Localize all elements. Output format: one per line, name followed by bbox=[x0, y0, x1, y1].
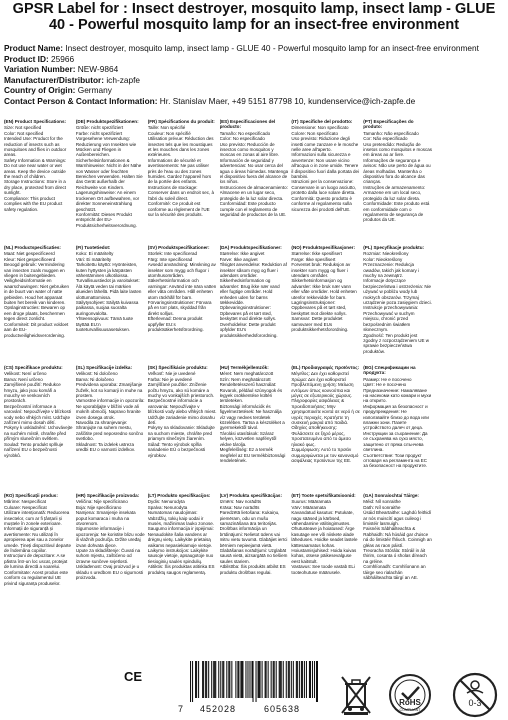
spec-block-cs bbox=[4, 365, 73, 493]
barcode-bar bbox=[190, 661, 191, 702]
spec-text: Dimensione: Non specificato Colore: Non specificato Uso previsto: Riduzione degli insetti come zanzare e le mosche nelle aree all'aperto. Informazioni sulla sicurezza e avvertenze: Non usare vicino all'acqua o in zone umide. Tenere il dispositivo fuori dalla portata dei bambini. Istruzioni per la conservazione: Conservare in un luogo asciutto, protetto dalla luce solare diretta. Conformità: Questo prodotto è conforme al regolamento sulla sicurezza dei prodotti dell'UE. bbox=[291, 125, 359, 212]
compliance-icons bbox=[330, 676, 508, 718]
spec-block-empty bbox=[435, 245, 504, 365]
barcode-bar bbox=[293, 661, 294, 698]
barcode-icon bbox=[190, 661, 318, 702]
spec-block-sv bbox=[148, 245, 217, 365]
barcode-bar bbox=[314, 661, 315, 698]
spec-block-nl bbox=[4, 245, 73, 365]
barcode-bar bbox=[304, 661, 305, 698]
spec-heading: (DA) Produktspecifikationer: bbox=[219, 245, 282, 250]
spec-block-de bbox=[76, 119, 145, 245]
barcode-bar bbox=[213, 661, 214, 698]
spec-text: Μέγεθος: Δεν έχει καθοριστεί Χρώμα: Δεν έχει καθοριστεί Προβλεπόμενη χρήση: Μείωση εντόμων όπως κουνούπια και μύγες σε εξωτερικούς χώρους. Πληροφορίες ασφάλειας & προειδοποιήσεις: Μην χρησιμοποιείτε κοντά σε νερό ή σε υγρές περιοχές. Κρατήστε τη συσκευή μακριά από παιδιά. Οδηγίες αποθήκευσης: Φυλάσσετε σε ξηρό μέρος, προστατευμένο από το άμεσο ηλιακό φως. Συμμόρφωση: Αυτό το προϊόν συμμορφώνεται με τον κανονισμό ασφάλειας προϊόντων της ΕΕ. bbox=[291, 371, 360, 463]
barcode-digit-left: 7 bbox=[178, 704, 184, 714]
spec-heading: (IT) Specifiche del prodotto: bbox=[291, 119, 353, 124]
spec-heading: (SL) Specifikacije izdelka: bbox=[75, 365, 133, 370]
info-manufacturer: Manufacturer/Distributor: ich-zapfe bbox=[4, 74, 141, 85]
spec-text: Größe: nicht spezifiziert Farbe: nicht spezifiziert Vorgesehene Verwendung: Reduzierung von Insekten wie Mücken und Fliegen in Außenbereichen. Sicherheitsinformationen & Warnhinweise: Nicht in der Nähe von Wasser oder feuchten Bereichen verwenden. Halten Sie das Gerät außerhalb der Reichweite von Kindern. Lagerungshinweise: An einem trockenen Ort aufbewahren, vor direkter Sonneneinstrahlung geschützt. Konformität: Dieses Produkt entspricht der EU-Produktsicherheitsverordnung. bbox=[75, 125, 143, 228]
barcode-bar bbox=[312, 661, 313, 698]
barcode-bar bbox=[196, 661, 197, 698]
barcode-bar bbox=[205, 661, 206, 698]
info-contact: Contact Person & Contact Information: Hr. Stanislav Maer, +49 5151 87798 10, kundenservice@ich-zapfe.de bbox=[4, 95, 416, 106]
barcode-bar bbox=[262, 661, 263, 698]
barcode-bar bbox=[202, 661, 203, 698]
spec-heading: (ES) Especificaciones del producto: bbox=[219, 119, 276, 130]
barcode-bar bbox=[301, 661, 302, 698]
spec-text: Veličina: Nije specificirano Boja: Nije specificirano Namjena: Smanjenje insekata poput komaraca i muha na otvorenom. Sigurnosne informacije i upozorenja: Ne koristite blizu vode ili vlažnih područja. Držite uređaj izvan dohvata djece. Upute za skladištenje: Čuvati na suhom mjestu, zaštićeno od izravne sunčeve svjetlosti. Usklađenost: Ovaj proizvod je u skladu s uredbom EU o sigurnosti proizvoda. bbox=[75, 499, 145, 581]
spec-block-ro bbox=[4, 493, 73, 623]
spec-block-sk bbox=[148, 365, 217, 493]
spec-block-no bbox=[291, 245, 360, 365]
barcode-bar bbox=[289, 661, 290, 698]
barcode-bar bbox=[240, 661, 241, 698]
barcode-bar bbox=[247, 661, 248, 698]
barcode-bar bbox=[214, 661, 215, 698]
ean-barcode bbox=[178, 661, 328, 719]
barcode-bar bbox=[297, 661, 298, 698]
barcode-bar bbox=[222, 661, 223, 698]
svg-text:RoHS: RoHS bbox=[399, 698, 421, 707]
barcode-bar bbox=[220, 661, 221, 698]
barcode-bar bbox=[242, 661, 243, 698]
product-info bbox=[4, 43, 504, 107]
spec-text: Suurus: Määramata Värv: Määramata Kavandatud kasutus: Putukate, nagu sääsed ja kärbsed, vähendamine välitingimustes. Ohutusteave ja hoiatused: Ärge kasutage vee või niiskete alade läheduses. Hoidke seadet lastele kättesaamatus kohas. Hoiustamisjuhised: Hoida kuivas kohas, otsese päikesevalguse eest kaitstult. Vastavus: See toode vastab ELi tooteohutuse määrusele. bbox=[291, 499, 358, 575]
barcode-bar bbox=[238, 661, 239, 698]
spec-heading: (SV) Produktspecifikationer: bbox=[147, 245, 210, 250]
spec-block-it bbox=[291, 119, 360, 245]
spec-heading: (SK) Špecifikácie produktu: bbox=[147, 365, 208, 370]
info-variation-number: Variation Number: NEW-9864 bbox=[4, 64, 119, 75]
barcode-bar bbox=[208, 661, 209, 698]
barcode-bar bbox=[211, 661, 212, 698]
spec-heading: (NO) Produktspesifikasjoner: bbox=[291, 245, 355, 250]
spec-text: Tamaño: No especificado Color: No especificado Uso previsto: Reducción de insectos como mosquitos y moscas en zonas al aire libre. Información de seguridad y advertencias: No usar cerca del agua o áreas húmedas. Mantenga el dispositivo fuera del alcance de los niños. Instrucciones de almacenamiento: Almacene en un lugar seco, protegido de la luz solar directa. Conformidad: Este producto cumple con el reglamento de seguridad de productos de la UE. bbox=[219, 130, 289, 217]
spec-text: Rozmiar: Nieokreślony Kolor: Nieokreślony Przeznaczenie: Redukcja owadów, takich jak komary i muchy na zewnątrz. Informacje dotyczące bezpieczeństwa i ostrzeżenia: Nie używać w pobliżu wody lub mokrych obszarów. Trzymaj urządzenie poza zasięgiem dzieci. Instrukcje przechowywania: Przechowywać w suchym miejscu, chronić przed bezpośrednim światłem słonecznym. Zgodność: Ten produkt jest zgodny z rozporządzeniem UE w sprawie bezpieczeństwa produktów. bbox=[363, 251, 432, 354]
svg-text:COMPLIANT: COMPLIANT bbox=[399, 708, 421, 712]
spec-text: Velikost: Ni določeno Barva: Ni določeno Predvidena uporaba: Zmanjšanje žuželk, kot so komarji in muhe na prostem. Varnostne informacije in opozorila: Ne uporabljajte v bližini vode ali mokrih območij. Napravo hranite izven dosega otrok. Navodila za shranjevanje: Shranjujte na suhem mestu, zaščitite pred neposredno sončno svetlobo. Skladnost: Ta izdelek ustreza uredbi EU o varnosti izdelkov. bbox=[75, 371, 145, 453]
barcode-bar bbox=[251, 661, 252, 698]
spec-block-empty bbox=[435, 119, 504, 245]
spec-heading: (RO) Specificații produs: bbox=[4, 493, 58, 498]
spec-text: Dydis: Nenurodyta Spalva: Nenurodyta Numatomas naudojimas: Vabzdžių, tokių kaip uodai ir musės, mažinimas lauko zonose. Saugumo informacija ir įspėjimai: Nenaudokite šalia vandens ar drėgnų vietų. Laikykite prietaisą vaikams nepasiekiamoje vietoje. Laikymo instrukcijos: Laikykite sausoje vietoje, apsaugotoje nuo tiesioginių saulės spindulių. Atitiktis: Šis produktas atitinka ES produktų saugos reglamentą. bbox=[147, 499, 215, 575]
barcode-bar bbox=[231, 661, 232, 698]
barcode-bar bbox=[252, 661, 253, 702]
info-product-id: Product ID: 25966 bbox=[4, 53, 75, 64]
svg-text:0-3: 0-3 bbox=[468, 698, 482, 708]
barcode-bar bbox=[229, 661, 230, 698]
spec-heading: (BG) Спецификации на продукта: bbox=[363, 365, 416, 376]
page-title: GPSR Label for : Insect destroyer, mosquito lamp, insect lamp - GLUE 40 - Powerful mosquito lamp for an insect-free environment bbox=[12, 1, 496, 33]
spec-text: Koko: Ei määritelty Väri: Ei määritelty Tarkoitettu käyttö: Hyönteisten, kuten hyttysten ja kärpästen vähentäminen ulkotiloissa. Turvallisuustiedot ja varoitukset: Älä käytä veden tai märkien alueiden lähellä. Pidä laite lasten ulottumattomissa. Säilytysohjeet: Säilytä kuivassa paikassa, suojaa suoralta auringonvalolta. Yhteensopivuus: Tämä tuote täyttää EU:n tuoteturvallisuusasetuksen. bbox=[75, 251, 142, 333]
spec-heading: (LV) Produkta specifikācijas: bbox=[219, 493, 283, 498]
spec-block-empty bbox=[435, 365, 504, 493]
barcode-bar bbox=[265, 661, 266, 698]
barcode-bar bbox=[299, 661, 300, 698]
spec-block-sl bbox=[76, 365, 145, 493]
barcode-bar bbox=[279, 661, 280, 698]
spec-heading: (EN) Product Specifications: bbox=[4, 119, 67, 124]
barcode-bar bbox=[271, 661, 272, 698]
spec-text: Maat: Niet gespecificeerd Kleur: Niet gespecificeerd Beoogd gebruik: Vermindering van insecten zoals muggen en vliegen in buitengebieden. Veiligheidsinformatie en waarschuwingen: Niet gebruiken in de buurt van water of natte gebieden. Houd het apparaat buiten het bereik van kinderen. Opslaginstructies: Bewaren op een droge plaats, beschermen tegen direct zonlicht. Conformiteit: Dit product voldoet aan de EU-productveiligheidsverordening. bbox=[4, 251, 70, 338]
spec-text: Izmērs: Nav norādīts Krāsa: Nav norādīts Paredzētā lietošana: Kukaiņu, piemēram, odu un mušu samazināšana āra teritorijās. Drošības informācija un brīdinājumi: Nelietot ūdens vai mitru vietu tuvumā. Glabājiet ierīci bērniem nepieejamā vietā. Glabāšanas norādījumi: Uzglabāt sausā vietā, aizsargātā no tiešiem saules stariem. Atbilstība: Šis produkts atbilst ES produktu drošības regulai. bbox=[219, 499, 288, 575]
barcode-bar bbox=[258, 661, 259, 698]
barcode-bar bbox=[235, 661, 236, 698]
spec-block-lv bbox=[220, 493, 289, 623]
language-specifications-grid bbox=[4, 119, 504, 623]
spec-block-lt bbox=[148, 493, 217, 623]
info-country-of-origin: Country of Origin: Germany bbox=[4, 85, 112, 96]
spec-heading: (LT) Produkto specifikacijos: bbox=[147, 493, 211, 498]
spec-block-en bbox=[4, 119, 73, 245]
barcode-bar bbox=[302, 661, 303, 698]
barcode-bar bbox=[309, 661, 310, 698]
barcode-bar bbox=[218, 661, 219, 698]
spec-block-ga bbox=[363, 493, 432, 623]
spec-block-hu bbox=[220, 365, 289, 493]
spec-block-et bbox=[291, 493, 360, 623]
barcode-bar bbox=[268, 661, 269, 698]
spec-block-da bbox=[220, 245, 289, 365]
spec-heading: (FR) Spécifications du produit: bbox=[147, 119, 215, 124]
barcode-bar bbox=[306, 661, 307, 698]
barcode-bar bbox=[316, 661, 317, 702]
barcode-bar bbox=[266, 661, 267, 698]
weee-bin-icon bbox=[336, 674, 376, 716]
spec-heading: (EL) Προδιαγραφές προϊόντος: bbox=[291, 365, 360, 370]
barcode-bar bbox=[259, 661, 260, 698]
barcode-bar bbox=[245, 661, 246, 698]
spec-heading: (DE) Produktspezifikationen: bbox=[75, 119, 139, 124]
spec-text: Veľkosť: Nie je uvedené Farba: Nie je uvedené Zamýšľané použitie: Zníženie počtu hmyzu, ako sú komáre a muchy vo vonkajších priestoroch. Bezpečnostné informácie a varovania: Nepoužívajte v blízkosti vody alebo vlhkých miest. Udržujte zariadenie mimo dosahu detí. Pokyny na skladovanie: Skladujte na suchom mieste, chráňte pred priamym slnečným žiarením. Súlad: Tento výrobok spĺňa nariadenie EÚ o bezpečnosti výrobkov. bbox=[147, 371, 217, 458]
spec-block-pt bbox=[363, 119, 432, 245]
barcode-bar bbox=[223, 661, 224, 698]
barcode-digits-right: 605638 bbox=[264, 704, 301, 714]
spec-heading: (GA) Sonraíochtaí Táirge: bbox=[363, 493, 419, 498]
spec-text: Størrelse: Ikke angivet Farve: Ikke angivet Tilsigtet anvendelse: Reduktion af insekter såsom myg og fluer i udendørs områder. Sikkerhedsinformation og advarsler: Brug ikke nær vand eller fugtige områder. Hold enheden uden for børns rækkevidde. Opbevaringsinstruktioner: Opbevares på et tørt sted, beskyttet mod direkte sollys. Overholdelse: Dette produkt opfylder EU's produktsikkerhedsforordning. bbox=[219, 251, 287, 338]
barcode-bar bbox=[286, 661, 287, 698]
spec-text: Tamanho: Não especificado Cor: Não especificado Uso pretendido: Redução de insetos como mosquitos e moscas em áreas ao ar livre. Informações de segurança e avisos: Não use perto de água ou áreas molhadas. Mantenha o dispositivo fora do alcance das crianças. Instruções de armazenamento: Armazene em um local seco, protegido da luz solar direta. Conformidade: Este produto está em conformidade com o regulamento de segurança de produtos da UE. bbox=[363, 130, 433, 223]
barcode-bar bbox=[249, 661, 250, 698]
barcode-bar bbox=[256, 661, 257, 702]
spec-block-fi bbox=[76, 245, 145, 365]
spec-text: Velikost: Není určeno Barva: Není určeno Zamýšlené použití: Redukce hmyzu, jako jsou komáři a mouchy ve venkovních prostorách. Bezpečnostní informace a varování: Nepoužívejte v blízkosti vody nebo vlhkých míst. Udržujte zařízení mimo dosah dětí. Pokyny k uskladnění: Uchovávejte na suchém místě, chraňte před přímým slunečním světlem. Soulad: Tento produkt splňuje nařízení EU o bezpečnosti výrobků. bbox=[4, 371, 73, 458]
spec-heading: (HU) Termékjellemzők: bbox=[219, 365, 269, 370]
barcode-bar bbox=[291, 661, 292, 698]
barcode-bar bbox=[280, 661, 281, 698]
barcode-bar bbox=[192, 661, 193, 702]
spec-text: Mărime: Nespecificat Culoare: Nespecificat Utilizare intenționată: Reducerea insectelor, cum ar fi țânțarii și muștele în zonele exterioare. Informații de siguranță și avertismente: Nu utilizați în apropierea apei sau a zonelor umede. Țineți dispozitivul departe de îndemâna copiilor. Instrucțiuni de depozitare: A se păstra într-un loc uscat, protejat de lumina directă a soarelui. Conformitate: Acest produs este conform cu regulamentul UE privind siguranța produselor. bbox=[4, 499, 72, 586]
spec-heading: (HR) Specifikacije proizvoda: bbox=[75, 493, 140, 498]
spec-text: Størrelse: Ikke spesifisert Farge: Ikke spesifisert Forventet bruk: Reduksjon av insekter som mygg og fluer i utendørs områder. Sikkerhetsinformasjon og advarsler: Ikke bruk nær vann eller våte områder. Hold enheten utenfor rekkevidde for barn. Lagringsinstruksjoner: Oppbevares på et tørt sted, beskyttet mot direkte sollys. Samsvar: Dette produktet samsvarer med EUs produktsikkerhetsforordning. bbox=[291, 251, 357, 333]
barcode-bar bbox=[228, 661, 229, 698]
barcode-bar bbox=[274, 661, 275, 698]
barcode-bar bbox=[195, 661, 196, 698]
spec-block-pl bbox=[363, 245, 432, 365]
spec-heading: (PL) Specyfikacje produktu: bbox=[363, 245, 425, 250]
spec-heading: (CS) Specifikace produktu: bbox=[4, 365, 63, 370]
spec-block-fr bbox=[148, 119, 217, 245]
rohs-icon bbox=[388, 673, 432, 717]
barcode-bar bbox=[260, 661, 261, 698]
barcode-bar bbox=[237, 661, 238, 698]
spec-block-empty bbox=[435, 493, 504, 623]
age-warning-icon bbox=[452, 672, 498, 718]
spec-text: Storlek: Inte specificerad Färg: Inte specificerad Avsedd användning: Minskning av insekter som mygg och flugor i utomhusområden. Säkerhetsinformation och varningar: Använd inte nära vatten eller våta områden. Håll enheten utom räckhåll för barn. Förvaringsinstruktioner: Förvara på en torr plats, skyddad från direkt solljus. Efterlevnad: Denna produkt uppfyller EU:s produktsäkerhetsförordning. bbox=[147, 251, 217, 333]
spec-text: Size: Not specified Color: Not specified Intended Use: Product for the reduction of insects such as mosquitoes and flies in outdoor areas. Safety Information & Warnings: Do not use near water or wet areas. Keep the device outside the reach of children. Storage Instructions: Store in a dry place, protected from direct sunlight. Compliance: This product complies with the EU product safety regulation. bbox=[4, 125, 67, 212]
barcode-bar bbox=[226, 661, 227, 698]
barcode-bar bbox=[198, 661, 199, 698]
barcode-bar bbox=[317, 661, 318, 702]
barcode-bar bbox=[283, 661, 284, 698]
spec-block-bg bbox=[363, 365, 432, 493]
spec-block-hr bbox=[76, 493, 145, 623]
barcode-bar bbox=[215, 661, 216, 698]
info-product-name: Product Name: Insect destroyer, mosquito lamp, insect lamp - GLUE 40 - Powerful mosquito lamp for an insect-free environment bbox=[4, 43, 479, 53]
spec-text: Méret: Nem meghatározott Szín: Nem meghatározott Rendeltetésszerű használat: Rovarok, például szúnyogok és legyek csökkentése kültéri területeken. Biztonsági információk és figyelmeztetések: Ne használja víz vagy nedves területek közelében. Tartsa a készüléket a gyermekektől távol. Tárolási utasítások: Száraz helyen, közvetlen napfénytől védve tárolja. Megfelelőség: Ez a termék megfelel az EU termékbiztonsági rendeletének. bbox=[219, 371, 286, 463]
spec-heading: (NL) Productspecificaties: bbox=[4, 245, 61, 250]
barcode-bar bbox=[296, 661, 297, 698]
barcode-bar bbox=[203, 661, 204, 698]
barcode-digits-mid: 452028 bbox=[200, 704, 237, 714]
spec-block-el bbox=[291, 365, 360, 493]
spec-heading: (PT) Especificações do produto: bbox=[363, 119, 414, 130]
barcode-bar bbox=[241, 661, 242, 698]
barcode-bar bbox=[310, 661, 311, 698]
spec-text: Размер: Не е посочено Цвят: Не е посочено Предназначение: Намаляване на насекоми като комари и мухи на открито. Информация за безопасност и предупреждения: Не използвайте близо до вода или влажни зони. Пазете устройството далеч от деца. Инструкции за съхранение: Да се съхранява на сухо място, защитено от пряка слънчева светлина. Съответствие: Този продукт отговаря на регламента на ЕС за безопасност на продуктите. bbox=[363, 376, 432, 469]
spec-block-es bbox=[220, 119, 289, 245]
barcode-bar bbox=[276, 661, 277, 698]
spec-text: Méid: Níl sonraithe Dath: Níl sonraithe Úsáid Bheartaithe: Laghdú feithidí ar nós muiscítí agus cuileog i limistéir lasmuigh. Faisnéis Sábháilteachta & Rabhaidh: Ná húsáid gar d'uisce ná do limistéir fhliuch. Coinnigh an gléas as raon páistí. Treoracha Stórála: Stóráil in áit thirim, cosanta ó sholas díreach na gréine. Comhlíonadh: Comhlíonann an táirge seo rialachán sábháilteachta táirgí an AE. bbox=[363, 499, 432, 581]
spec-text: Taille: Non spécifié Couleur: Non spécifié Utilisation prévue: Réduction des insectes tels que les moustiques et les mouches dans les zones extérieures. Informations de sécurité et avertissements: Ne pas utiliser près de l'eau ou des zones humides. Gardez l'appareil hors de la portée des enfants. Instructions de stockage: Conserver dans un endroit sec, à l'abri du soleil direct. Conformité: Ce produit est conforme au règlement de l'UE sur la sécurité des produits. bbox=[147, 125, 214, 217]
barcode-bar bbox=[273, 661, 274, 698]
barcode-bar bbox=[288, 661, 289, 698]
spec-heading: (ET) Toote spetsifikatsioonid: bbox=[291, 493, 356, 498]
spec-heading: (FI) Tuotetiedot: bbox=[75, 245, 111, 250]
barcode-bar bbox=[206, 661, 207, 698]
barcode-bar bbox=[281, 661, 282, 698]
ce-mark-icon: CE bbox=[124, 669, 143, 684]
